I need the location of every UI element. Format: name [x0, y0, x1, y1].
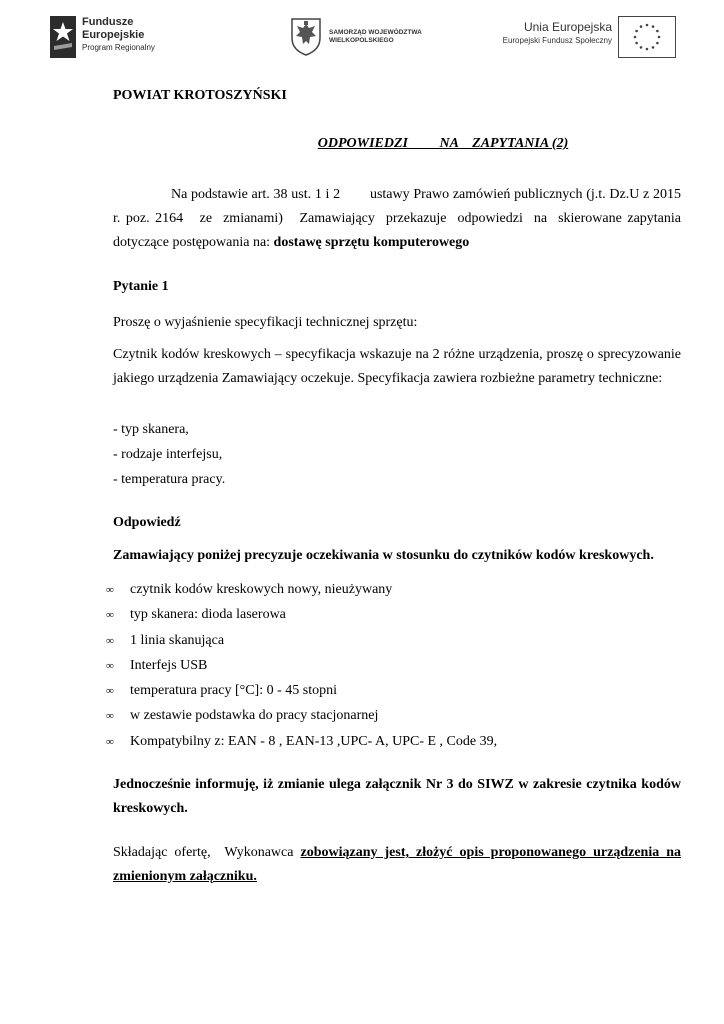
- fe-logo-line2: Europejskie: [82, 29, 145, 41]
- authority-name: POWIAT KROTOSZYŃSKI: [113, 88, 287, 103]
- list-item-text: czytnik kodów kreskowych nowy, nieużywany: [130, 582, 393, 597]
- list-item-text: Interfejs USB: [130, 657, 208, 673]
- closing-paragraph: [113, 841, 681, 889]
- list-item-text: 1 linia skanująca: [130, 632, 225, 648]
- list-item: [106, 603, 681, 628]
- title-wrap: [113, 132, 681, 156]
- ue-logo-subtitle: Europejski Fundusz Społeczny: [502, 36, 612, 45]
- bullet-icon: ∞: [106, 685, 114, 698]
- question-detail: Czytnik kodów kreskowych – specyfikacja wskazuje na 2 różne urządzenia, proszę o sprecyzowanie jakiego urządzenia Zamawiający oczekuje. Specyfikacja zawiera rozbieżne parametry techniczne:: [113, 347, 681, 386]
- list-item: [106, 578, 681, 603]
- answer-lead: Zamawiający poniżej precyzuje oczekiwania w stosunku do czytników kodów kreskowych.: [113, 548, 654, 563]
- list-item: [106, 654, 681, 679]
- question-item: - typ skanera,: [113, 422, 189, 437]
- bullet-icon: ∞: [106, 659, 114, 672]
- question-heading: Pytanie 1: [113, 279, 169, 294]
- samorzad-wielkopolski-logo: [289, 16, 439, 56]
- fe-logo-line3: Program Regionalny: [82, 43, 155, 52]
- list-item-text: w zestawie podstawka do pracy stacjonarnej: [130, 708, 379, 724]
- list-item: [106, 629, 681, 654]
- question-text: Proszę o wyjaśnienie specyfikacji technicznej sprzętu:: [113, 315, 418, 330]
- question-item: - temperatura pracy.: [113, 472, 226, 487]
- eagle-crest-icon: [289, 16, 323, 56]
- bullet-icon: ∞: [106, 609, 114, 622]
- closing-text: Składając ofertę, Wykonawca: [113, 845, 301, 860]
- bullet-icon: ∞: [106, 710, 114, 723]
- intro-bold-subject: dostawę sprzętu komputerowego: [273, 235, 470, 250]
- answer-list: [106, 578, 681, 755]
- eu-flag-icon: [618, 16, 676, 58]
- list-item-text: temperatura pracy [°C]: 0 - 45 stopni: [130, 683, 337, 699]
- ue-logo-title: Unia Europejska: [523, 20, 612, 34]
- unia-europejska-logo: [486, 16, 676, 60]
- bullet-icon: ∞: [106, 584, 114, 596]
- bullet-icon: ∞: [106, 735, 114, 748]
- answer-heading: Odpowiedź: [113, 515, 181, 530]
- closing-underlined-text: zobowiązany jest, złożyć opis proponowanego urządzenia na zmienionym załączniku.: [113, 845, 682, 884]
- document-title: ODPOWIEDZI NA ZAPYTANIA (2): [317, 136, 569, 151]
- wlkp-logo-line2: WIELKOPOLSKIEGO: [329, 37, 394, 44]
- list-item: [106, 730, 681, 755]
- intro-text: Na podstawie art. 38 ust. 1 i 2 ustawy Prawo zamówień publicznych (j.t. Dz.U z 2015 r. poz. 2164 ze zmianami) Zamawiający przekazuje odpowiedzi na skierowane zapytania dotyczące postępowania na:: [113, 187, 692, 250]
- fundusze-europejskie-logo: [50, 14, 200, 60]
- intro-paragraph: [113, 183, 692, 255]
- bullet-icon: ∞: [106, 634, 114, 647]
- list-item-text: typ skanera: dioda laserowa: [130, 607, 286, 623]
- page-header: [0, 0, 724, 80]
- change-notice: Jednocześnie informuję, iż zmianie ulega załącznik Nr 3 do SIWZ w zakresie czytnika kodów kreskowych.: [113, 777, 681, 816]
- list-item: [106, 704, 681, 729]
- wlkp-logo-line1: SAMORZĄD WOJEWÓDZTWA: [329, 29, 422, 36]
- list-item: [106, 679, 681, 704]
- list-item-text: Kompatybilny z: EAN - 8 , EAN-13 ,UPC- A, UPC- E , Code 39,: [130, 733, 498, 749]
- fe-star-icon: [50, 16, 76, 58]
- question-item: - rodzaje interfejsu,: [113, 447, 223, 462]
- fe-logo-line1: Fundusze: [82, 16, 134, 28]
